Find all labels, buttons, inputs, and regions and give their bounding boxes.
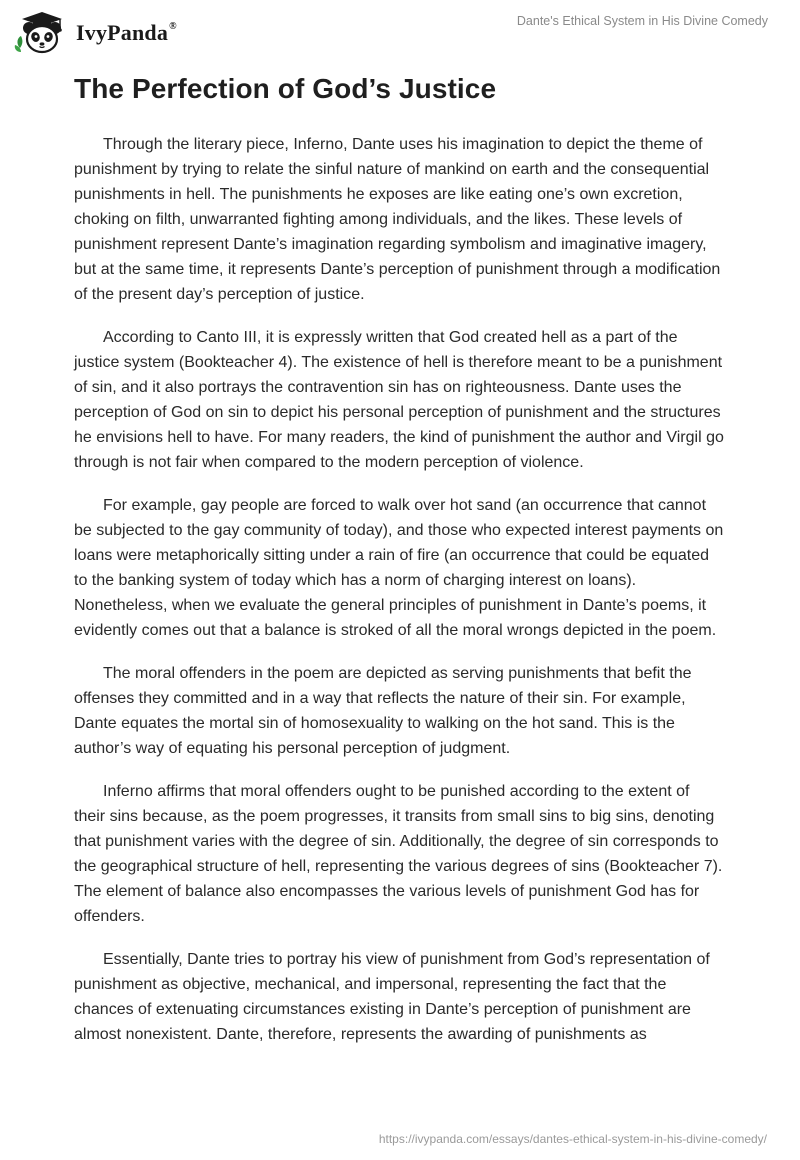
page-title: The Perfection of God’s Justice [74, 73, 497, 104]
brand-logo[interactable] [14, 8, 177, 56]
article-body [74, 132, 724, 1065]
document-title: Dante's Ethical System in His Divine Comedy [516, 14, 768, 28]
source-url[interactable]: https://ivypanda.com/essays/dantes-ethical-system-in-his-divine-comedy/ [378, 1132, 767, 1146]
paragraph: The moral offenders in the poem are depicted as serving punishments that befit the offenses they committed and in a way that reflects the nature of their sin. For example, Dante equates the mortal sin of homosexuality to walking on the hot sand. This is the author’s way of equating his personal perception of judgment. [74, 665, 692, 757]
paragraph: For example, gay people are forced to walk over hot sand (an occurrence that cannot be subjected to the gay community of today), and those who expected interest payments on loans were metaphorically sitting under a rain of fire (an occurrence that could be equated to the banking system of today which has a norm of charging interest on loans). Nonetheless, when we evaluate the general principles of punishment in Dante’s poems, it evidently comes out that a balance is stroked of all the moral wrongs depicted in the poem. [74, 497, 724, 639]
panda-graduation-cap-icon [14, 8, 70, 56]
paragraph: Inferno affirms that moral offenders ought to be punished according to the extent of their sins because, as the poem progresses, it transits from small sins to big sins, denoting that punishment varies with the degree of sin. Additionally, the degree of sin corresponds to the geographical structure of hell, representing the various degrees of sins (Bookteacher 7). The element of balance also encompasses the various levels of punishment God has for offenders. [74, 783, 723, 925]
paragraph: Through the literary piece, Inferno, Dante uses his imagination to depict the theme of punishment by trying to relate the sinful nature of mankind on earth and the consequential punishments in hell. The punishments he exposes are like eating one’s own excretion, choking on filth, unwarranted fighting among individuals, and the likes. These levels of punishment represent Dante’s imagination regarding symbolism and imaginative imagery, but at the same time, it represents Dante’s perception of punishment through a modification of the present day’s perception of justice. [74, 136, 721, 303]
page-header [0, 0, 800, 64]
paragraph: Essentially, Dante tries to portray his view of punishment from God’s representation of punishment as objective, mechanical, and impersonal, representing the fact that the chances of extenuating circumstances existing in Dante’s perception of punishment are almost nonexistent. Dante, therefore, represents the awarding of punishments as [74, 951, 710, 1043]
brand-name: IvyPanda® [76, 20, 177, 45]
paragraph: According to Canto III, it is expressly written that God created hell as a part of the justice system (Bookteacher 4). The existence of hell is therefore meant to be a punishment of sin, and it also portrays the contravention sin has on righteousness. Dante uses the perception of God on sin to depict his personal perception of punishment and the structures he envisions hell to have. For many readers, the kind of punishment the author and Virgil go through is not fair when compared to the modern perception of violence. [74, 329, 724, 471]
registered-mark: ® [169, 20, 177, 32]
